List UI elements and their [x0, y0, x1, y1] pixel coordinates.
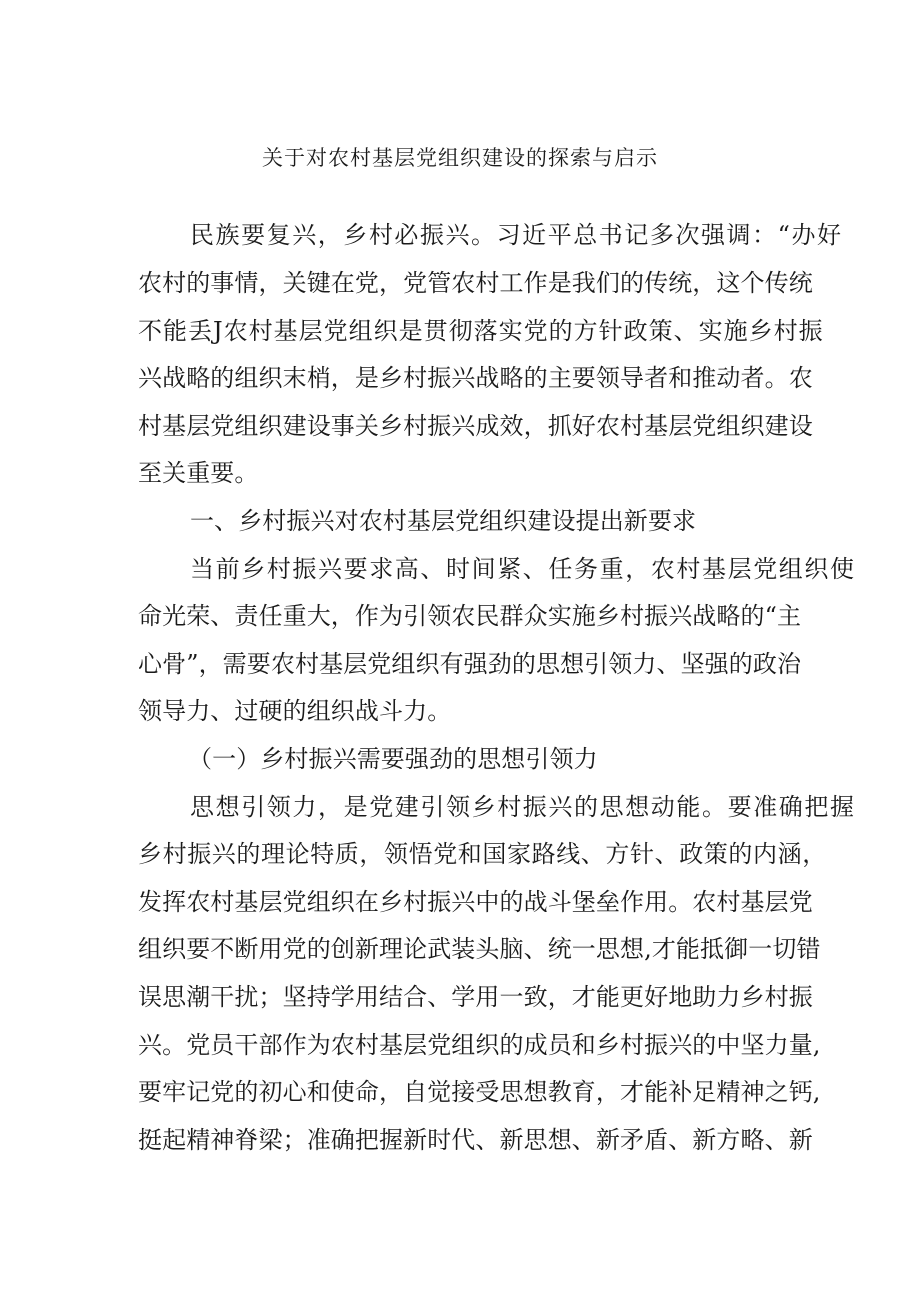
paragraph-line: 村基层党组织建设事关乡村振兴成效，抓好农村基层党组织建设: [138, 412, 813, 440]
paragraph-line: 要牢记党的初心和使命，自觉接受思想教育，才能补足精神之钙,: [138, 1078, 821, 1106]
paragraph-line: 组织要不断用党的创新理论武装头脑、统一思想,才能抵御一切错: [138, 935, 821, 963]
paragraph-line: 乡村振兴的理论特质，领悟党和国家路线、方针、政策的内涵，: [138, 840, 827, 868]
paragraph-line: 农村的事情，关键在党，党管农村工作是我们的传统，这个传统: [138, 269, 813, 297]
paragraph-line: 兴。党员干部作为农村基层党组织的成员和乡村振兴的中坚力量,: [138, 1031, 821, 1059]
paragraph-line: 不能丢J农村基层党组织是贯彻落实党的方针政策、实施乡村振: [138, 317, 824, 345]
subsection-heading: （一）乡村振兴需要强劲的思想引领力: [188, 745, 598, 773]
paragraph-line: 发挥农村基层党组织在乡村振兴中的战斗堡垒作用。农村基层党: [138, 888, 813, 916]
paragraph-line: 至关重要。: [138, 459, 259, 487]
paragraph-line: 挺起精神脊梁；准确把握新时代、新思想、新矛盾、新方略、新: [138, 1126, 813, 1154]
section-heading: 一、乡村振兴对农村基层党组织建设提出新要求: [190, 507, 697, 535]
paragraph-line: 思想引领力，是党建引领乡村振兴的思想动能。要准确把握: [190, 793, 856, 821]
paragraph-line: 当前乡村振兴要求高、时间紧、任务重，农村基层党组织使: [190, 555, 856, 583]
paragraph-line: 误思潮干扰；坚持学用结合、学用一致，才能更好地助力乡村振: [138, 983, 813, 1011]
paragraph-line: 命光荣、责任重大，作为引领农民群众实施乡村振兴战略的“主: [138, 602, 802, 630]
document-title: 关于对农村基层党组织建设的探索与启示: [262, 146, 658, 170]
paragraph-line: 心骨”，需要农村基层党组织有强劲的思想引领力、坚强的政治: [138, 650, 802, 678]
paragraph-line: 领导力、过硬的组织战斗力。: [138, 697, 452, 725]
paragraph-line: 民族要复兴，乡村必振兴。习近平总书记多次强调：“办好: [190, 221, 843, 249]
paragraph-line: 兴战略的组织末梢，是乡村振兴战略的主要领导者和推动者。农: [138, 364, 813, 392]
